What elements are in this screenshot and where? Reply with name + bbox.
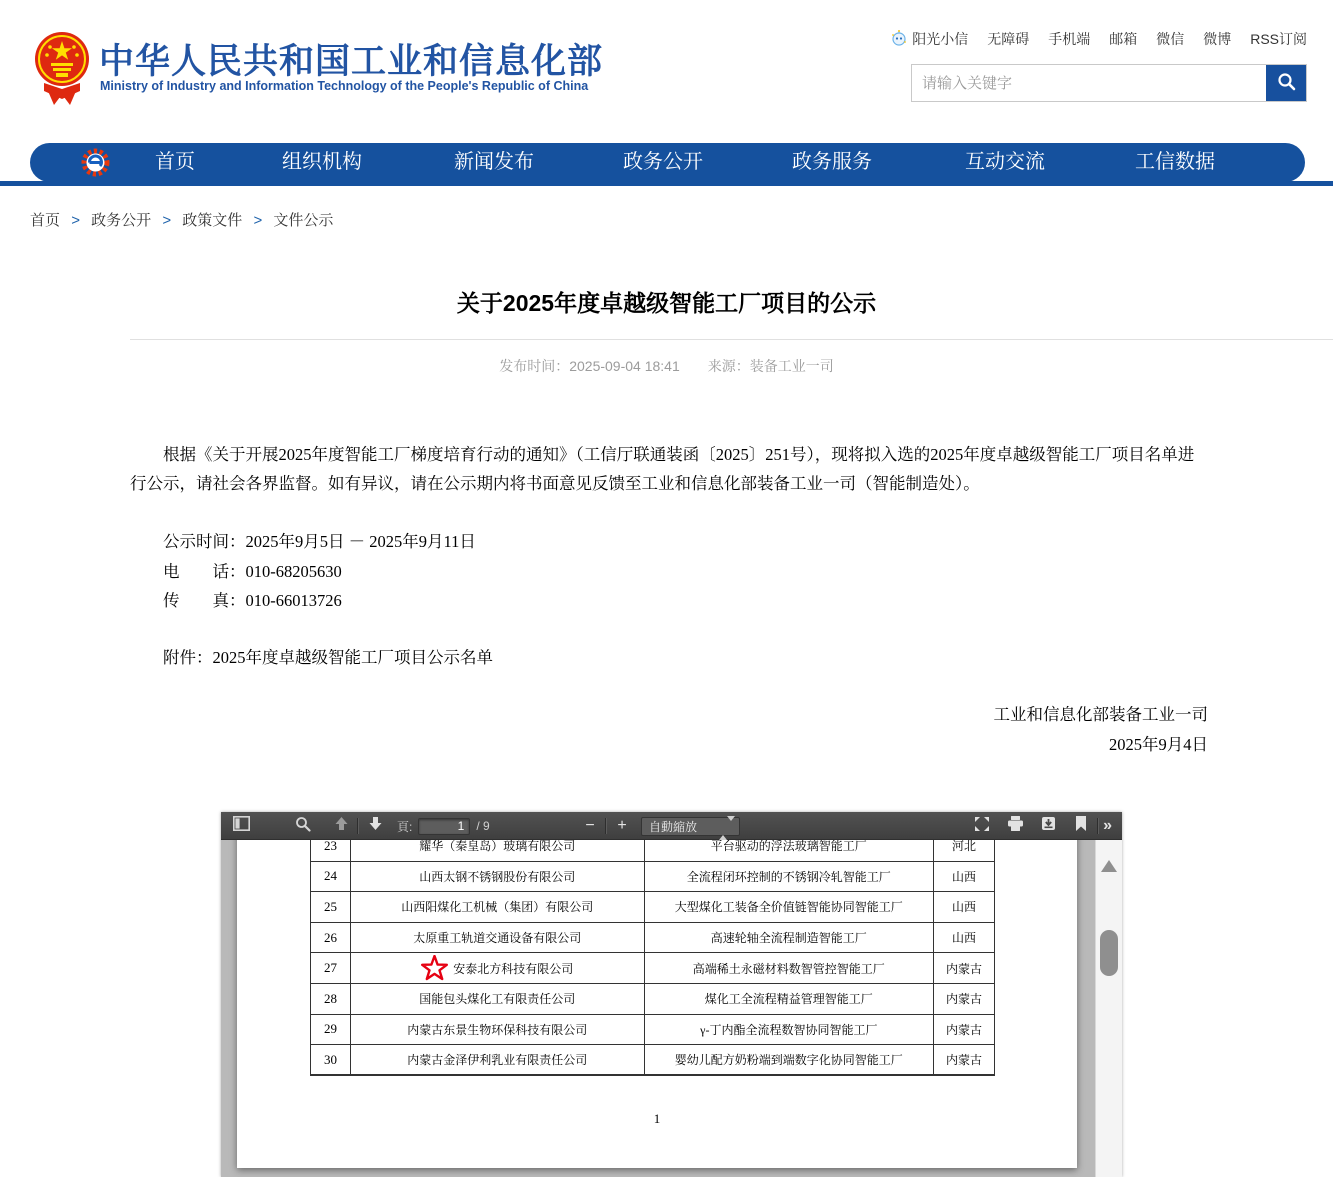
breadcrumb-home[interactable]: 首页 [30,212,61,229]
nav-item-data[interactable]: 工信数据 [1135,151,1215,173]
article-body [130,440,1208,760]
download-icon [1041,816,1056,836]
title-divider [130,339,1333,340]
zoom-mode-select[interactable] [641,817,740,836]
national-emblem-icon [34,31,90,107]
row-company: 内蒙古金泽伊利乳业有限责任公司 [350,1045,644,1076]
pdf-toolbar [221,812,1122,840]
zoom-in-button[interactable]: + [617,817,627,834]
quick-link-mobile[interactable]: 手机端 [1048,31,1091,47]
attachment-label: 附件： [163,647,213,667]
quick-link-mail[interactable]: 邮箱 [1109,31,1138,47]
site-search [911,64,1307,102]
quick-link-accessibility[interactable]: 无障碍 [987,31,1030,47]
article-paragraph: 根据《关于开展2025年度智能工厂梯度培育行动的通知》（工信厅联通装函〔2025〕251号），现将拟入选的2025年度卓越级智能工厂项目名单进行公示，请社会各界监督。如有异议，请在公示期内将书面意见反馈至工业和信息化部装备工业一司（智能制造处）。 [130,445,1195,493]
row-project: 全流程闭环控制的不锈钢冷轧智能工厂 [644,861,934,892]
scroll-up-icon[interactable] [1101,860,1117,872]
row-company: 国能包头煤化工有限责任公司 [350,983,644,1014]
toolbar-divider [605,818,607,834]
signature-department: 工业和信息化部装备工业一司 [993,704,1208,724]
pdf-viewer [221,812,1122,1177]
publish-time: 2025-09-04 18:41 [569,358,680,374]
table-row [311,840,995,861]
row-no: 27 [311,953,351,984]
attachment-link[interactable]: 2025年度卓越级智能工厂项目公示名单 [212,647,493,667]
main-nav [30,143,1305,182]
scrollbar-thumb[interactable] [1100,930,1118,976]
table-row-starred [311,953,995,984]
nav-item-news[interactable]: 新闻发布 [454,151,534,173]
find-button[interactable] [291,814,315,838]
row-project: 平台驱动的浮法玻璃智能工厂 [644,840,934,861]
page-down-icon [368,816,383,836]
row-project: 煤化工全流程精益管理智能工厂 [644,983,934,1014]
row-no: 24 [311,861,351,892]
toolbar-divider [357,818,359,834]
row-company: 山西阳煤化工机械（集团）有限公司 [350,892,644,923]
pdf-page-footer-number: 1 [653,1111,661,1126]
breadcrumb-separator: > [162,212,172,229]
row-no: 30 [311,1045,351,1076]
row-company: 山西太钢不锈钢股份有限公司 [350,861,644,892]
attachment-line [130,643,1208,673]
print-button[interactable] [1003,814,1027,838]
pdf-toolbar-zoom [579,812,740,840]
quick-link-weibo[interactable]: 微博 [1203,31,1232,47]
source-value: 装备工业一司 [749,358,834,374]
row-no: 25 [311,892,351,923]
pdf-page [237,840,1077,1168]
row-province: 山西 [934,922,995,953]
row-project: 高端稀土永磁材料数智管控智能工厂 [644,953,934,984]
search-button[interactable] [1266,65,1306,101]
row-company: 内蒙古东景生物环保科技有限公司 [350,1014,644,1045]
breadcrumb-gov-info[interactable]: 政务公开 [91,212,152,229]
row-company-name: 安泰北方科技有限公司 [453,961,574,976]
signature-block [130,700,1208,760]
site-title: 中华人民共和国工业和信息化部 [99,42,604,81]
phone-line: 电 话：010-68205630 [163,561,342,581]
publicity-period: 公示时间：2025年9月5日 － 2025年9月11日 [163,532,476,551]
zoom-out-button[interactable]: − [585,817,595,834]
row-no: 23 [311,840,351,861]
page-down-button[interactable] [363,814,387,838]
robot-icon [891,30,907,49]
sidebar-toggle-icon [233,816,250,836]
page-count: / 9 [476,819,490,833]
source-label: 来源： [707,358,750,374]
row-no: 29 [311,1014,351,1045]
page-number-input[interactable] [418,818,470,835]
row-province: 河北 [934,840,995,861]
signature-date: 2025年9月4日 [1109,734,1208,754]
breadcrumb-publicity[interactable]: 文件公示 [273,212,334,229]
row-project: 婴幼儿配方奶粉端到端数字化协同智能工厂 [644,1045,934,1076]
row-project: 大型煤化工装备全价值链智能协同智能工厂 [644,892,934,923]
toolbar-more-button[interactable]: » [1103,817,1112,834]
table-row [311,861,995,892]
page-title: 关于2025年度卓越级智能工厂项目的公示 [456,290,877,316]
page-label: 頁: [397,819,413,834]
row-province: 山西 [934,861,995,892]
search-input[interactable] [912,65,1266,101]
nav-item-interact[interactable]: 互动交流 [965,151,1045,173]
presentation-mode-icon [974,816,990,837]
toolbar-divider [1097,818,1099,834]
quick-link-sunshine[interactable]: 阳光小信 [912,31,969,47]
bookmark-icon [1075,816,1087,836]
pdf-body [221,840,1122,1177]
table-row [311,1014,995,1045]
site-subtitle: Ministry of Industry and Information Technology of the People's Republic of China [100,79,589,93]
miit-logo-icon [80,147,111,178]
nav-item-services[interactable]: 政务服务 [792,151,872,173]
publicity-list-table [310,840,995,1076]
nav-item-org[interactable]: 组织机构 [282,151,362,173]
row-project: γ-丁内酯全流程数智协同智能工厂 [644,1014,934,1045]
page-up-icon [334,816,349,836]
row-province: 内蒙古 [934,1014,995,1045]
row-province: 内蒙古 [934,983,995,1014]
spinner-icon [719,821,735,835]
breadcrumb [30,209,333,230]
article-meta [0,356,1333,376]
row-province: 内蒙古 [934,953,995,984]
search-icon [1277,72,1296,94]
zoom-mode-value: 自動縮放 [649,819,698,834]
breadcrumb-policy[interactable]: 政策文件 [182,212,243,229]
table-row [311,983,995,1014]
star-icon [421,955,448,981]
pdf-toolbar-left [229,812,490,840]
presentation-mode-button[interactable] [970,814,994,838]
download-button[interactable] [1036,814,1060,838]
pdf-scrollbar[interactable] [1095,840,1122,1177]
quick-link-rss[interactable]: RSS订阅 [1250,31,1307,47]
breadcrumb-separator: > [71,212,80,229]
table-row [311,892,995,923]
bookmark-button[interactable] [1069,814,1093,838]
row-project: 高速轮轴全流程制造智能工厂 [644,922,934,953]
table-row [311,1045,995,1076]
page-up-button[interactable] [329,814,353,838]
row-company [350,953,644,984]
fax-line: 传 真：010-66013726 [163,591,342,610]
nav-item-home[interactable]: 首页 [155,151,195,173]
breadcrumb-separator: > [253,212,263,229]
print-icon [1007,816,1024,836]
publish-time-label: 发布时间： [499,358,570,374]
nav-item-gov-info[interactable]: 政务公开 [623,151,703,173]
row-no: 26 [311,922,351,953]
row-company: 太原重工轨道交通设备有限公司 [350,922,644,953]
row-company: 耀华（秦皇岛）玻璃有限公司 [350,840,644,861]
find-icon [295,816,311,837]
row-province: 内蒙古 [934,1045,995,1076]
table-row [311,922,995,953]
pdf-toolbar-right [961,812,1112,840]
sidebar-toggle-button[interactable] [229,814,253,838]
row-province: 山西 [934,892,995,923]
quick-link-wechat[interactable]: 微信 [1156,31,1185,47]
header-quick-links [891,29,1307,49]
row-no: 28 [311,983,351,1014]
